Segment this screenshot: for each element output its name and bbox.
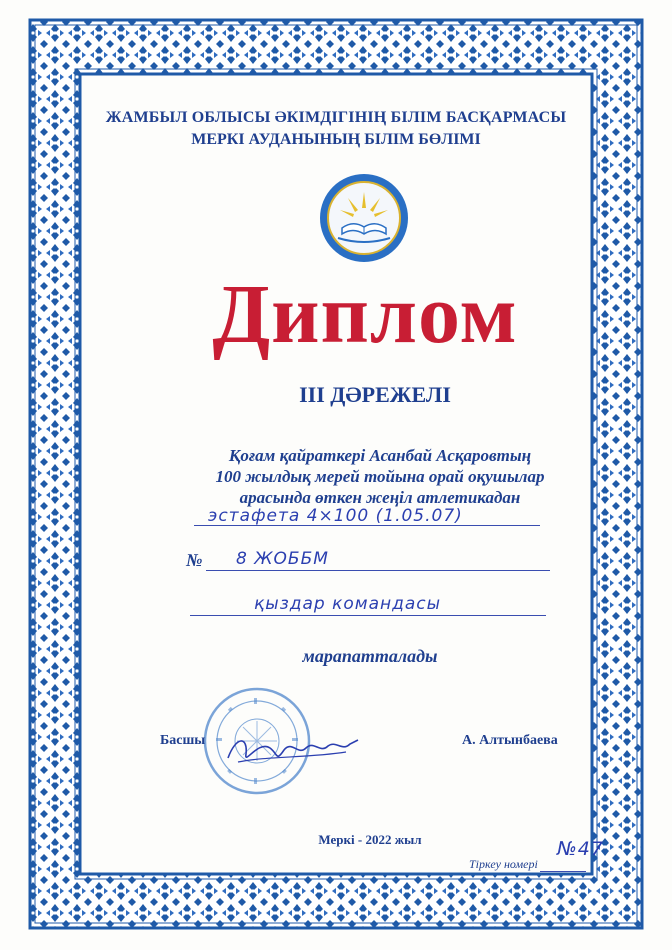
handwritten-event: эстафета 4×100 (1.05.07) bbox=[208, 506, 463, 526]
signature-label: Басшы bbox=[160, 733, 206, 748]
header-line-1: ЖАМБЫЛ ОБЛЫСЫ ӘКІМДІГІНІҢ БІЛІМ БАСҚАРМАСЫ bbox=[105, 109, 567, 126]
awarded-text: марапатталады bbox=[302, 646, 438, 666]
registration-number: №47 bbox=[557, 838, 604, 860]
city-year: Меркі - 2022 жыл bbox=[318, 832, 422, 847]
registration-label: Тіркеу номері bbox=[469, 857, 538, 871]
fill-line-2 bbox=[206, 570, 550, 571]
signature-scribble bbox=[218, 718, 368, 778]
registration-line bbox=[540, 871, 586, 872]
degree-label: III ДӘРЕЖЕЛІ bbox=[299, 382, 451, 407]
number-sign: № bbox=[186, 550, 203, 570]
description-line-2: 100 жылдық мерей тойына орай оқушылар bbox=[215, 467, 545, 486]
fill-line-1 bbox=[194, 525, 540, 526]
description-line-1: Қоғам қайраткері Асанбай Асқаровтың bbox=[228, 446, 532, 465]
description bbox=[150, 445, 610, 508]
diploma-title: Диплом bbox=[212, 268, 518, 361]
handwritten-team: қыздар командасы bbox=[254, 594, 442, 614]
education-emblem bbox=[318, 172, 410, 264]
signature-name: А. Алтынбаева bbox=[462, 733, 558, 748]
description-line-3: арасында өткен жеңіл атлетикадан bbox=[239, 488, 521, 507]
handwritten-school: 8 ЖОББМ bbox=[236, 549, 329, 569]
fill-line-3 bbox=[190, 615, 546, 616]
header-line-2: МЕРКІ АУДАНЫНЫҢ БІЛІМ БӨЛІМІ bbox=[191, 131, 481, 148]
